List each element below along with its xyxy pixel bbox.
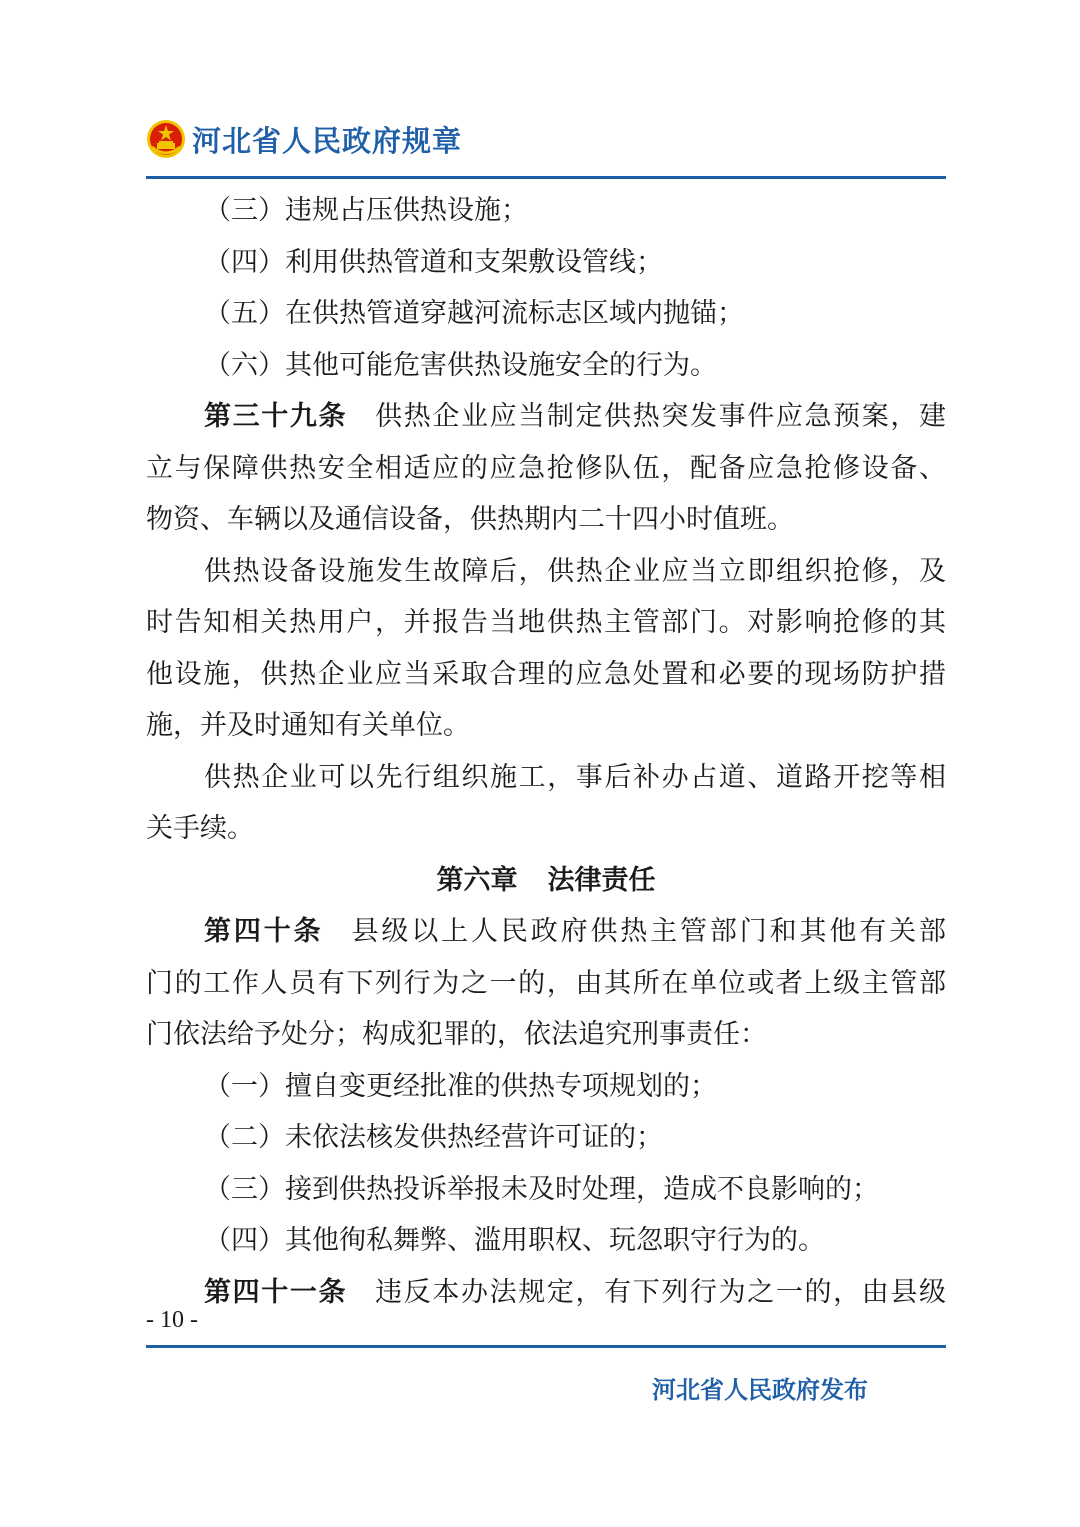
list-item: （二）未依法核发供热经营许可证的； (204, 1122, 663, 1153)
national-emblem-icon (146, 119, 186, 159)
article-39-line-1 (146, 391, 946, 443)
paragraph-line: 关手续。 (146, 813, 254, 844)
header-divider (146, 176, 946, 179)
list-item: （四）利用供热管道和支架敷设管线； (204, 246, 663, 278)
paragraph-line: 时告知相关热用户，并报告当地供热主管部门。对影响抢修的其 (146, 607, 946, 638)
article-39-title: 第三十九条 (204, 401, 348, 432)
article-40-text: 县级以上人民政府供热主管部门和其他有关部 (351, 916, 946, 947)
article-40-title: 第四十条 (204, 916, 324, 947)
article-41-title: 第四十一条 (204, 1276, 348, 1308)
chapter-number: 第六章 (436, 864, 518, 896)
document-body (146, 185, 946, 1318)
footer-divider (146, 1345, 946, 1348)
header-title: 河北省人民政府规章 (192, 123, 463, 158)
paragraph-line: 供热企业可以先行组织施工，事后补办占道、道路开挖等相 (204, 761, 946, 793)
chapter-heading (146, 855, 946, 907)
paragraph-line: 供热设备设施发生故障后，供热企业应当立即组织抢修，及 (204, 555, 946, 587)
footer-publisher: 河北省人民政府发布 (652, 1376, 868, 1404)
page-number: - 10 - (146, 1307, 198, 1333)
article-40-line-1 (146, 906, 946, 958)
article-39-line-3: 物资、车辆以及通信设备，供热期内二十四小时值班。 (146, 504, 794, 535)
document-header (146, 114, 946, 164)
chapter-title: 法律责任 (547, 864, 656, 896)
list-item: （三）违规占压供热设施； (204, 195, 528, 226)
list-item: （五）在供热管道穿越河流标志区域内抛锚； (204, 298, 744, 329)
article-40-line-2: 门的工作人员有下列行为之一的，由其所在单位或者上级主管部 (146, 967, 946, 999)
list-item: （六）其他可能危害供热设施安全的行为。 (204, 349, 717, 381)
paragraph-line: 他设施，供热企业应当采取合理的应急处置和必要的现场防护措 (146, 658, 946, 690)
article-40-line-3: 门依法给予处分；构成犯罪的，依法追究刑事责任： (146, 1019, 767, 1050)
article-39-line-2: 立与保障供热安全相适应的应急抢修队伍，配备应急抢修设备、 (146, 452, 946, 484)
list-item: （三）接到供热投诉举报未及时处理，造成不良影响的； (204, 1173, 879, 1205)
list-item: （四）其他徇私舞弊、滥用职权、玩忽职守行为的。 (204, 1225, 825, 1256)
list-item: （一）擅自变更经批准的供热专项规划的； (204, 1070, 717, 1102)
article-39-text: 供热企业应当制定供热突发事件应急预案，建 (375, 401, 946, 432)
article-41-text: 违反本办法规定，有下列行为之一的，由县级 (375, 1276, 946, 1308)
paragraph-line: 施，并及时通知有关单位。 (146, 710, 470, 741)
article-41-line-1 (146, 1267, 946, 1319)
